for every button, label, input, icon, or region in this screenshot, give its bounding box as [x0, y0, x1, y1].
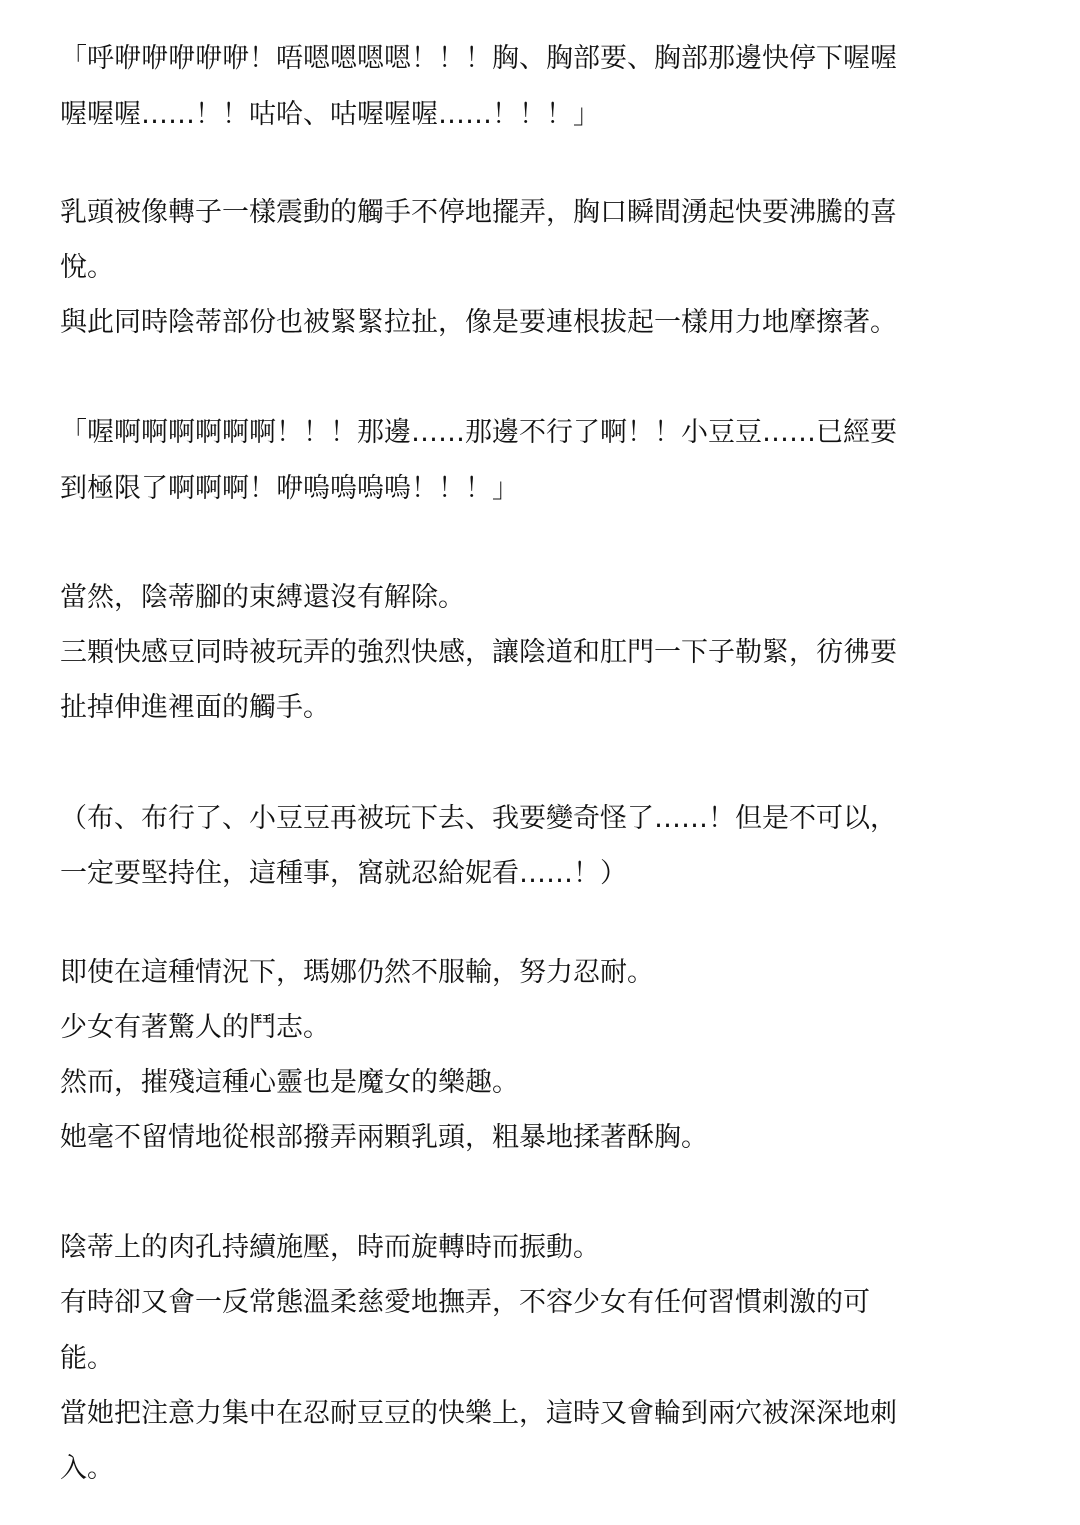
text-line-11: （布、布行了、小豆豆再被玩下去、我要變奇怪了……！但是不可以， — [60, 803, 897, 834]
text-line-17: 陰蒂上的肉孔持續施壓，時而旋轉時而振動。 — [60, 1232, 600, 1263]
text-line-8: 當然，陰蒂腳的束縛還沒有解除。 — [60, 582, 465, 613]
text-line-15: 然而，摧殘這種心靈也是魔女的樂趣。 — [60, 1067, 519, 1098]
text-line-7: 到極限了啊啊啊！咿嗚嗚嗚嗚！！！」 — [60, 473, 519, 504]
text-line-18: 有時卻又會一反常態溫柔慈愛地撫弄，不容少女有任何習慣刺激的可 — [60, 1287, 870, 1318]
text-line-6: 「喔啊啊啊啊啊啊！！！那邊……那邊不行了啊！！小豆豆……已經要 — [60, 417, 897, 448]
text-line-5: 與此同時陰蒂部份也被緊緊拉扯，像是要連根拔起一樣用力地摩擦著。 — [60, 307, 897, 338]
text-line-2: 喔喔喔……！！咕哈、咕喔喔喔……！！！」 — [60, 99, 600, 130]
text-line-14: 少女有著驚人的鬥志。 — [60, 1012, 330, 1043]
text-line-3: 乳頭被像轉子一樣震動的觸手不停地擺弄，胸口瞬間湧起快要沸騰的喜 — [60, 197, 897, 228]
text-line-4: 悅。 — [60, 252, 114, 283]
text-line-20: 當她把注意力集中在忍耐豆豆的快樂上，這時又會輪到兩穴被深深地刺 — [60, 1398, 897, 1429]
text-line-1: 「呼咿咿咿咿咿！唔嗯嗯嗯嗯！！！胸、胸部要、胸部那邊快停下喔喔 — [60, 43, 897, 74]
text-line-16: 她毫不留情地從根部撥弄兩顆乳頭，粗暴地揉著酥胸。 — [60, 1122, 708, 1153]
text-line-13: 即使在這種情況下，瑪娜仍然不服輸，努力忍耐。 — [60, 957, 654, 988]
text-line-9: 三顆快感豆同時被玩弄的強烈快感，讓陰道和肛門一下子勒緊，彷彿要 — [60, 637, 897, 668]
text-line-10: 扯掉伸進裡面的觸手。 — [60, 692, 330, 723]
text-line-12: 一定要堅持住，這種事，窩就忍給妮看……！） — [60, 858, 627, 889]
text-line-19: 能。 — [60, 1343, 114, 1374]
text-line-21: 入。 — [60, 1453, 114, 1484]
